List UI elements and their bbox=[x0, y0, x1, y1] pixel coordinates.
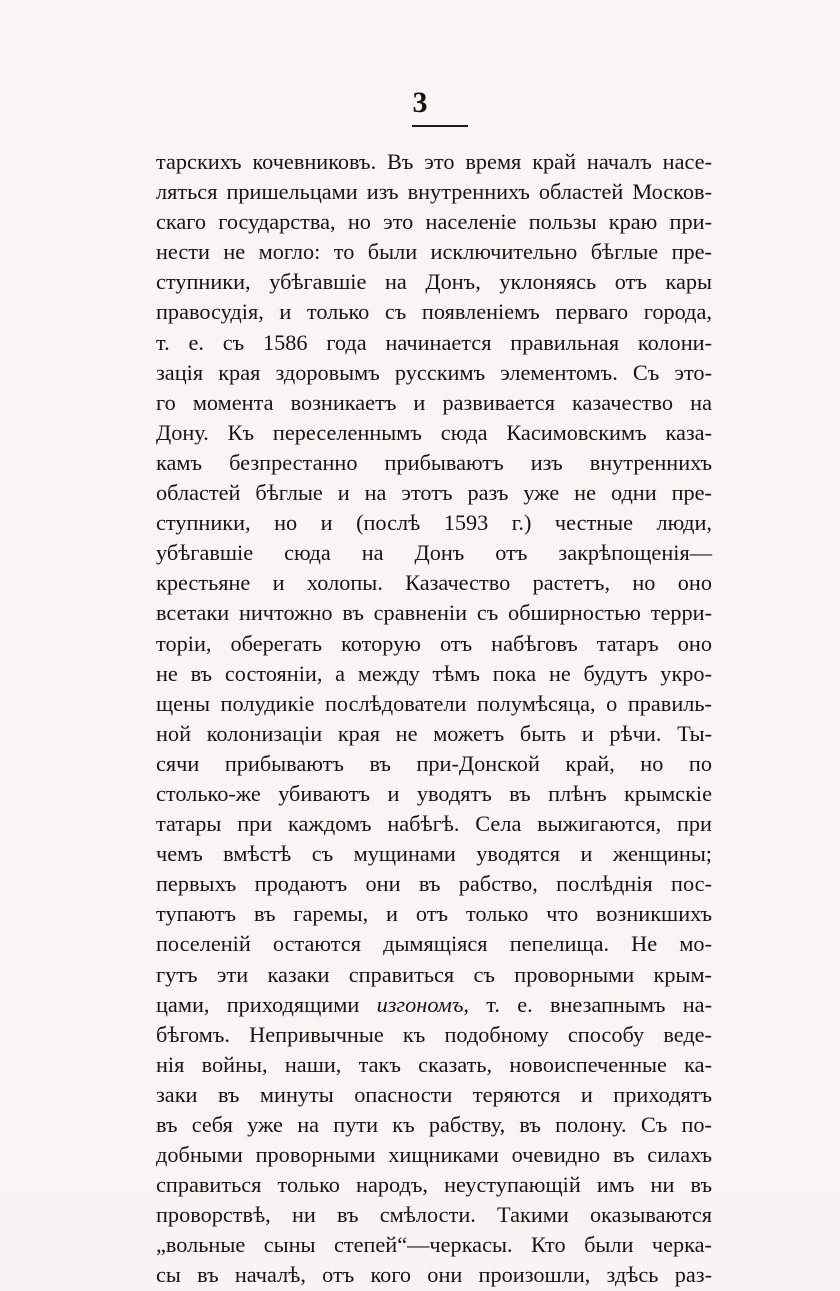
text-line: нести не могло: то были исключительно бѣглые пре- bbox=[156, 239, 712, 265]
line-text-before: цами, приходящими bbox=[156, 991, 377, 1017]
text-line: убѣгавшіе сюда на Донъ отъ закрѣпощенія— bbox=[156, 540, 712, 566]
text-line: въ себя уже на пути къ рабству, въ полону. Съ по- bbox=[156, 1112, 712, 1137]
page-number: 3 bbox=[412, 86, 428, 119]
body-text bbox=[156, 147, 712, 1291]
text-line: заки въ минуты опасности теряются и приходятъ bbox=[156, 1081, 712, 1107]
text-line: правосудія, и только съ появленіемъ перваго города, bbox=[156, 299, 712, 325]
line-text-after: , т. е. внезапнымъ на- bbox=[463, 991, 712, 1017]
text-line: ляться пришельцами изъ внутреннихъ областей Москов- bbox=[156, 179, 712, 205]
text-line: всетаки ничтожно въ сравненіи съ обширностью терри- bbox=[156, 600, 712, 626]
text-line: щены полудикіе послѣдователи полумѣсяца, о правиль- bbox=[156, 690, 712, 716]
header-rule bbox=[412, 125, 468, 127]
italic-term: изгономъ bbox=[376, 991, 464, 1017]
text-line: поселеній остаются дымящіяся пепелища. Не мо- bbox=[156, 931, 712, 957]
text-line: скаго государства, но это населеніе пользы краю при- bbox=[156, 209, 712, 235]
text-line: зація края здоровымъ русскимъ элементомъ. Съ это- bbox=[156, 359, 712, 385]
text-line: крестьяне и холопы. Казачество растетъ, но оно bbox=[156, 570, 712, 596]
text-line: ступники, но и (послѣ 1593 г.) честные люди, bbox=[156, 510, 712, 536]
text-line: нія войны, наши, такъ сказать, новоиспеченные ка- bbox=[156, 1051, 712, 1077]
text-line: ной колонизаціи края не можетъ быть и рѣчи. Ты- bbox=[156, 720, 712, 746]
text-line: го момента возникаетъ и развивается казачество на bbox=[156, 389, 712, 415]
text-line: гутъ эти казаки справиться съ проворными крым- bbox=[156, 961, 712, 987]
text-line: чемъ вмѣстѣ съ мущинами уводятся и женщины; bbox=[156, 841, 712, 867]
text-line: сячи прибываютъ въ при-Донской край, но по bbox=[156, 750, 712, 776]
text-line: проворствѣ, ни въ смѣлости. Такими оказываются bbox=[156, 1202, 712, 1228]
page-header bbox=[0, 86, 840, 120]
text-line: камъ безпрестанно прибываютъ изъ внутреннихъ bbox=[156, 449, 712, 475]
text-line: добными проворными хищниками очевидно въ силахъ bbox=[156, 1142, 712, 1168]
text-line: торіи, оберегать которую отъ набѣговъ татаръ оно bbox=[156, 630, 712, 656]
text-line: первыхъ продаютъ они въ рабство, послѣднія пос- bbox=[156, 871, 712, 897]
text-line: не въ состояніи, а между тѣмъ пока не будутъ укро- bbox=[156, 660, 712, 686]
text-line: татары при каждомъ набѣгѣ. Села выжигаются, при bbox=[156, 811, 712, 837]
text-line: областей бѣглые и на этотъ разъ уже не одни пре- bbox=[156, 480, 712, 506]
text-line: Дону. Къ переселеннымъ сюда Касимовскимъ каза- bbox=[156, 419, 712, 445]
text-line: ступники, убѣгавшіе на Донъ, уклоняясь отъ кары bbox=[156, 269, 712, 295]
text-line: столько-же убиваютъ и уводятъ въ плѣнъ крымскіе bbox=[156, 780, 712, 806]
text-line: „вольные сыны степей“—черкасы. Кто были черка- bbox=[156, 1232, 712, 1258]
text-line: тупаютъ въ гаремы, и отъ только что возникшихъ bbox=[156, 901, 712, 927]
text-line: справиться только народъ, неуступающій имъ ни въ bbox=[156, 1172, 712, 1198]
text-line-with-italic bbox=[156, 990, 712, 1020]
text-line: бѣгомъ. Непривычные къ подобному способу веде- bbox=[156, 1021, 712, 1047]
text-line: сы въ началѣ, отъ кого они произошли, здѣсь раз- bbox=[156, 1262, 712, 1288]
text-line: тарскихъ кочевниковъ. Въ это время край началъ насе- bbox=[156, 149, 712, 174]
text-line: т. е. съ 1586 года начинается правильная колони- bbox=[156, 329, 712, 355]
